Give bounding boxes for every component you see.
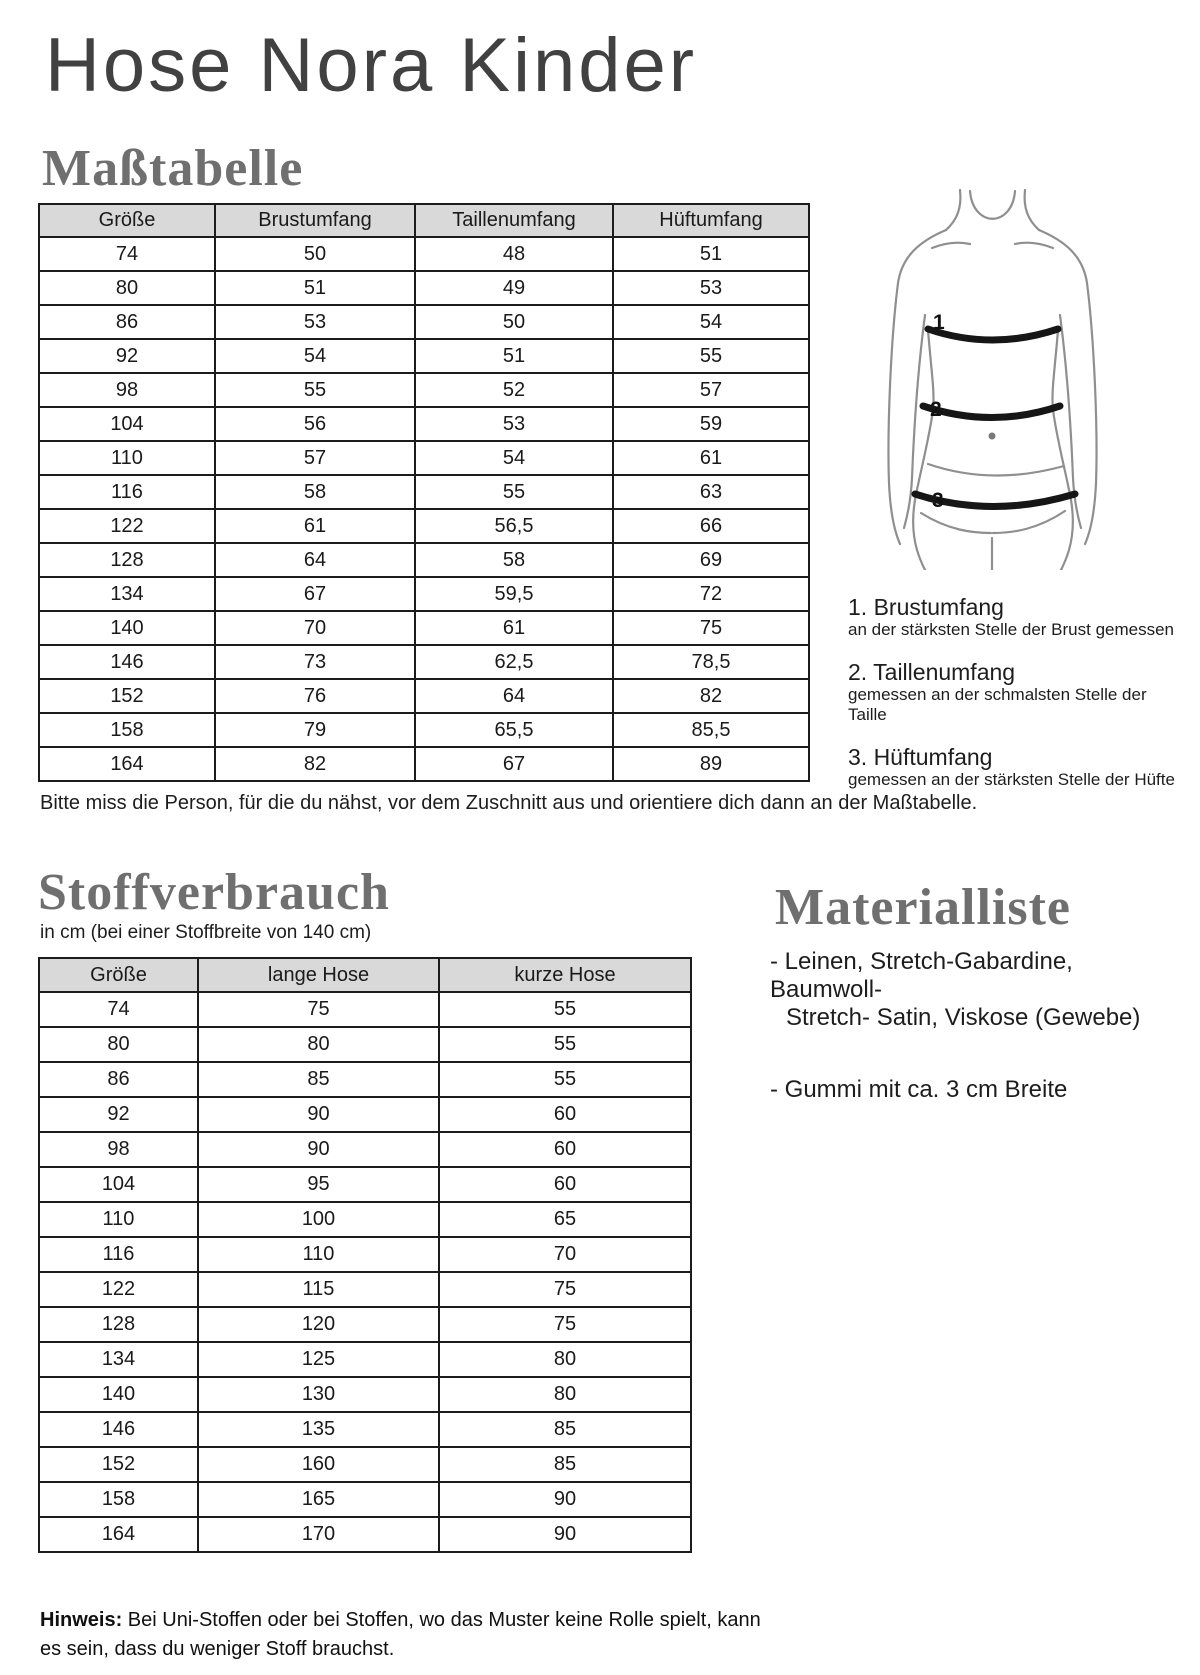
table-cell: 55 bbox=[439, 1027, 691, 1062]
table-row bbox=[39, 339, 809, 373]
material-item-line: - Leinen, Stretch-Gabardine, Baumwoll- bbox=[770, 948, 1073, 1003]
table-row bbox=[39, 543, 809, 577]
table-row bbox=[39, 271, 809, 305]
table-cell: 85 bbox=[439, 1447, 691, 1482]
table-cell: 56 bbox=[215, 407, 415, 441]
column-header: kurze Hose bbox=[439, 958, 691, 992]
table-cell: 54 bbox=[415, 441, 613, 475]
table-cell: 98 bbox=[39, 373, 215, 407]
legend-item-hip bbox=[848, 744, 1188, 790]
table-row bbox=[39, 1062, 691, 1097]
legend-title: 1. Brustumfang bbox=[848, 594, 1004, 620]
table-cell: 89 bbox=[613, 747, 809, 781]
table-cell: 59,5 bbox=[415, 577, 613, 611]
measurement-legend bbox=[848, 594, 1188, 809]
legend-title: 3. Hüftumfang bbox=[848, 744, 993, 770]
size-table-header-row bbox=[39, 204, 809, 237]
table-row bbox=[39, 1447, 691, 1482]
table-cell: 53 bbox=[613, 271, 809, 305]
table-cell: 104 bbox=[39, 407, 215, 441]
table-cell: 57 bbox=[215, 441, 415, 475]
table-cell: 120 bbox=[198, 1307, 439, 1342]
table-cell: 58 bbox=[215, 475, 415, 509]
table-cell: 70 bbox=[215, 611, 415, 645]
table-row bbox=[39, 1377, 691, 1412]
hint-label: Hinweis: bbox=[40, 1609, 123, 1631]
table-cell: 64 bbox=[415, 679, 613, 713]
table-cell: 85,5 bbox=[613, 713, 809, 747]
table-cell: 80 bbox=[439, 1342, 691, 1377]
table-cell: 54 bbox=[215, 339, 415, 373]
table-row bbox=[39, 509, 809, 543]
table-row bbox=[39, 305, 809, 339]
table-cell: 50 bbox=[215, 237, 415, 271]
table-cell: 60 bbox=[439, 1132, 691, 1167]
fabric-usage-subtitle: in cm (bei einer Stoffbreite von 140 cm) bbox=[40, 922, 372, 943]
table-cell: 90 bbox=[198, 1097, 439, 1132]
table-cell: 122 bbox=[39, 509, 215, 543]
table-cell: 80 bbox=[439, 1377, 691, 1412]
table-row bbox=[39, 1167, 691, 1202]
table-cell: 170 bbox=[198, 1517, 439, 1552]
fabric-usage-heading: Stoffverbrauch bbox=[38, 864, 390, 921]
column-header: Brustumfang bbox=[215, 204, 415, 237]
table-cell: 146 bbox=[39, 1412, 198, 1447]
table-cell: 61 bbox=[415, 611, 613, 645]
torso-figure-icon bbox=[870, 188, 1110, 570]
table-row bbox=[39, 577, 809, 611]
table-cell: 55 bbox=[613, 339, 809, 373]
table-row bbox=[39, 747, 809, 781]
fabric-table-header-row bbox=[39, 958, 691, 992]
table-cell: 67 bbox=[215, 577, 415, 611]
table-cell: 49 bbox=[415, 271, 613, 305]
table-cell: 75 bbox=[439, 1272, 691, 1307]
size-table-heading: Maßtabelle bbox=[42, 140, 304, 197]
table-cell: 158 bbox=[39, 1482, 198, 1517]
table-cell: 61 bbox=[613, 441, 809, 475]
table-cell: 164 bbox=[39, 747, 215, 781]
table-cell: 52 bbox=[415, 373, 613, 407]
table-cell: 69 bbox=[613, 543, 809, 577]
band-label-2: 2 bbox=[930, 398, 942, 421]
body-measurement-diagram bbox=[870, 188, 1110, 570]
table-cell: 80 bbox=[198, 1027, 439, 1062]
table-cell: 165 bbox=[198, 1482, 439, 1517]
table-cell: 128 bbox=[39, 543, 215, 577]
table-cell: 75 bbox=[613, 611, 809, 645]
table-cell: 74 bbox=[39, 992, 198, 1027]
table-cell: 128 bbox=[39, 1307, 198, 1342]
table-cell: 140 bbox=[39, 611, 215, 645]
table-row bbox=[39, 373, 809, 407]
material-list bbox=[770, 948, 1190, 1148]
table-cell: 104 bbox=[39, 1167, 198, 1202]
legend-title: 2. Taillenumfang bbox=[848, 659, 1016, 685]
table-cell: 67 bbox=[415, 747, 613, 781]
table-cell: 54 bbox=[613, 305, 809, 339]
table-cell: 57 bbox=[613, 373, 809, 407]
legend-item-chest bbox=[848, 594, 1188, 640]
table-row bbox=[39, 1027, 691, 1062]
table-cell: 51 bbox=[415, 339, 613, 373]
hint-text: Bei Uni-Stoffen oder bei Stoffen, wo das Muster keine Rolle spielt, kann es sein, dass du weniger Stoff brauchst. bbox=[40, 1609, 761, 1660]
material-list-heading: Materialliste bbox=[775, 879, 1071, 936]
navel-dot bbox=[989, 433, 996, 440]
table-row bbox=[39, 1517, 691, 1552]
chest-band bbox=[928, 329, 1058, 340]
table-cell: 53 bbox=[415, 407, 613, 441]
table-cell: 85 bbox=[439, 1412, 691, 1447]
table-cell: 160 bbox=[198, 1447, 439, 1482]
table-cell: 134 bbox=[39, 577, 215, 611]
table-row bbox=[39, 1132, 691, 1167]
band-label-1: 1 bbox=[933, 311, 945, 334]
table-row bbox=[39, 679, 809, 713]
column-header: Größe bbox=[39, 958, 198, 992]
table-cell: 61 bbox=[215, 509, 415, 543]
table-cell: 51 bbox=[215, 271, 415, 305]
hint-note bbox=[40, 1606, 785, 1664]
table-cell: 48 bbox=[415, 237, 613, 271]
table-cell: 82 bbox=[613, 679, 809, 713]
fabric-usage-table bbox=[38, 957, 692, 1553]
table-cell: 62,5 bbox=[415, 645, 613, 679]
table-cell: 55 bbox=[415, 475, 613, 509]
band-label-3: 3 bbox=[932, 489, 944, 512]
page-title: Hose Nora Kinder bbox=[45, 23, 698, 108]
table-cell: 86 bbox=[39, 305, 215, 339]
table-cell: 134 bbox=[39, 1342, 198, 1377]
table-cell: 82 bbox=[215, 747, 415, 781]
table-cell: 58 bbox=[415, 543, 613, 577]
table-cell: 98 bbox=[39, 1132, 198, 1167]
table-row bbox=[39, 713, 809, 747]
table-cell: 100 bbox=[198, 1202, 439, 1237]
material-item-elastic bbox=[770, 1076, 1190, 1104]
measure-note: Bitte miss die Person, für die du nähst, vor dem Zuschnitt aus und orientiere dich dann an der Maßtabelle. bbox=[40, 792, 978, 814]
table-row bbox=[39, 1412, 691, 1447]
table-cell: 115 bbox=[198, 1272, 439, 1307]
table-cell: 146 bbox=[39, 645, 215, 679]
table-row bbox=[39, 1097, 691, 1132]
table-cell: 65,5 bbox=[415, 713, 613, 747]
table-cell: 164 bbox=[39, 1517, 198, 1552]
table-cell: 51 bbox=[613, 237, 809, 271]
table-cell: 110 bbox=[39, 1202, 198, 1237]
table-cell: 59 bbox=[613, 407, 809, 441]
table-cell: 73 bbox=[215, 645, 415, 679]
table-cell: 130 bbox=[198, 1377, 439, 1412]
table-cell: 95 bbox=[198, 1167, 439, 1202]
table-cell: 56,5 bbox=[415, 509, 613, 543]
table-row bbox=[39, 1307, 691, 1342]
column-header: Größe bbox=[39, 204, 215, 237]
table-cell: 74 bbox=[39, 237, 215, 271]
table-cell: 55 bbox=[439, 1062, 691, 1097]
table-cell: 76 bbox=[215, 679, 415, 713]
column-header: Taillenumfang bbox=[415, 204, 613, 237]
legend-desc: an der stärksten Stelle der Brust gemessen bbox=[848, 620, 1174, 639]
table-row bbox=[39, 475, 809, 509]
table-row bbox=[39, 407, 809, 441]
table-cell: 90 bbox=[198, 1132, 439, 1167]
table-cell: 90 bbox=[439, 1517, 691, 1552]
table-cell: 53 bbox=[215, 305, 415, 339]
table-cell: 55 bbox=[215, 373, 415, 407]
table-cell: 78,5 bbox=[613, 645, 809, 679]
table-row bbox=[39, 1482, 691, 1517]
table-cell: 116 bbox=[39, 1237, 198, 1272]
material-item-line: - Gummi mit ca. 3 cm Breite bbox=[770, 1076, 1068, 1103]
table-cell: 92 bbox=[39, 1097, 198, 1132]
table-row bbox=[39, 441, 809, 475]
table-cell: 125 bbox=[198, 1342, 439, 1377]
material-item-line: Stretch- Satin, Viskose (Gewebe) bbox=[786, 1004, 1141, 1031]
legend-desc: gemessen an der schmalsten Stelle der Taille bbox=[848, 685, 1147, 724]
table-row bbox=[39, 1237, 691, 1272]
table-cell: 75 bbox=[439, 1307, 691, 1342]
column-header: lange Hose bbox=[198, 958, 439, 992]
table-cell: 79 bbox=[215, 713, 415, 747]
legend-desc: gemessen an der stärksten Stelle der Hüfte bbox=[848, 770, 1175, 789]
table-cell: 63 bbox=[613, 475, 809, 509]
table-cell: 80 bbox=[39, 1027, 198, 1062]
table-cell: 140 bbox=[39, 1377, 198, 1412]
table-row bbox=[39, 237, 809, 271]
table-cell: 72 bbox=[613, 577, 809, 611]
table-cell: 60 bbox=[439, 1167, 691, 1202]
table-cell: 50 bbox=[415, 305, 613, 339]
table-cell: 70 bbox=[439, 1237, 691, 1272]
table-cell: 66 bbox=[613, 509, 809, 543]
table-cell: 90 bbox=[439, 1482, 691, 1517]
table-cell: 85 bbox=[198, 1062, 439, 1097]
table-row bbox=[39, 992, 691, 1027]
table-cell: 152 bbox=[39, 679, 215, 713]
table-cell: 92 bbox=[39, 339, 215, 373]
legend-item-waist bbox=[848, 659, 1188, 725]
table-cell: 65 bbox=[439, 1202, 691, 1237]
table-row bbox=[39, 1342, 691, 1377]
table-cell: 116 bbox=[39, 475, 215, 509]
table-cell: 55 bbox=[439, 992, 691, 1027]
table-cell: 75 bbox=[198, 992, 439, 1027]
waist-band bbox=[923, 406, 1060, 418]
table-row bbox=[39, 611, 809, 645]
material-item-fabrics bbox=[770, 948, 1190, 1032]
table-cell: 135 bbox=[198, 1412, 439, 1447]
size-table bbox=[38, 203, 810, 782]
table-cell: 110 bbox=[198, 1237, 439, 1272]
table-cell: 64 bbox=[215, 543, 415, 577]
table-cell: 80 bbox=[39, 271, 215, 305]
table-row bbox=[39, 1202, 691, 1237]
table-row bbox=[39, 645, 809, 679]
table-row bbox=[39, 1272, 691, 1307]
table-cell: 86 bbox=[39, 1062, 198, 1097]
table-cell: 158 bbox=[39, 713, 215, 747]
column-header: Hüftumfang bbox=[613, 204, 809, 237]
table-cell: 152 bbox=[39, 1447, 198, 1482]
table-cell: 110 bbox=[39, 441, 215, 475]
table-cell: 122 bbox=[39, 1272, 198, 1307]
table-cell: 60 bbox=[439, 1097, 691, 1132]
